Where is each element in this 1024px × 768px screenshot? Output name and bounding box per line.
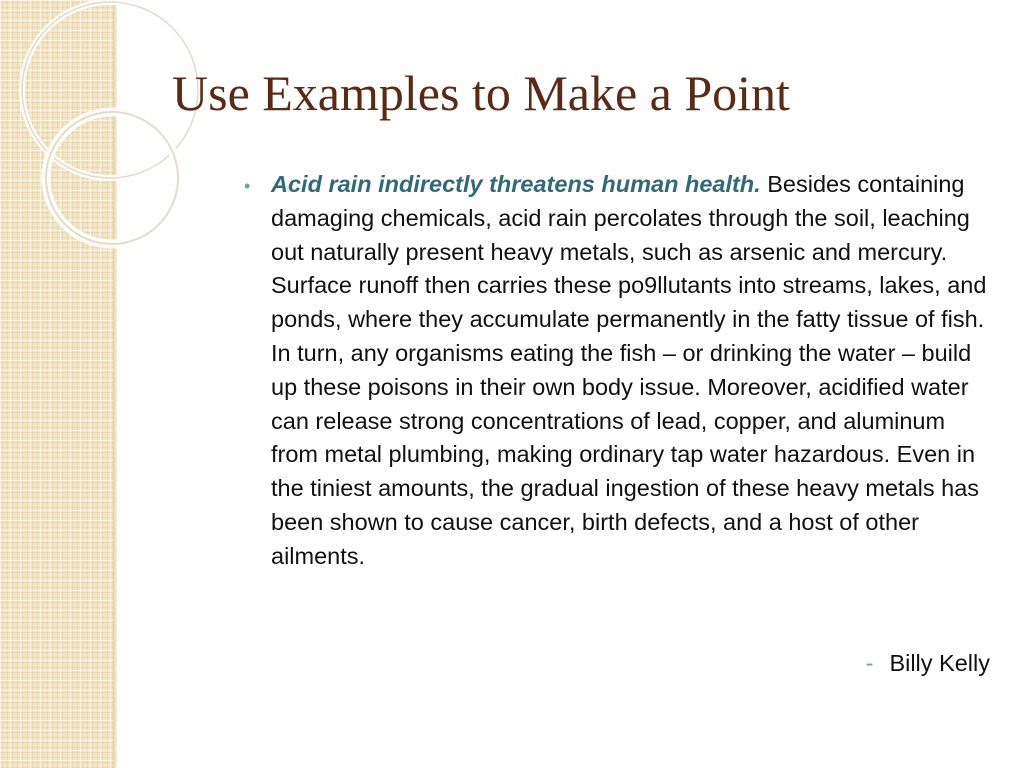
bullet-lead-sentence: Acid rain indirectly threatens human health. [271,171,761,197]
bullet-body-text: Besides containing damaging chemicals, acid rain percolates through the soil, leaching out naturally present heavy metals, such as arsenic and mercury. Surface runoff then carries these po9llutants into streams, lakes, and ponds, where they accumulate permanently in the fatty tissue of fish. In turn, any organisms eating the fish – or drinking the water – build up these poisons in their own body issue. Moreover, acidified water can release strong concentrations of lead, copper, and aluminum from metal plumbing, making ordinary tap water hazardous. Even in the tiniest amounts, the gradual ingestion of these heavy metals has been shown to cause cancer, birth defects, and a host of other ailments. [271,171,987,569]
bullet-paragraph [271,168,995,574]
bullet-icon: • [244,176,251,196]
attribution [866,648,990,678]
side-decorative-panel [0,0,113,768]
side-panel-edge [113,0,117,768]
slide-title: Use Examples to Make a Point [172,65,790,121]
slide-content [244,168,1004,574]
attribution-author: Billy Kelly [889,650,990,676]
attribution-dash: - [865,650,874,676]
